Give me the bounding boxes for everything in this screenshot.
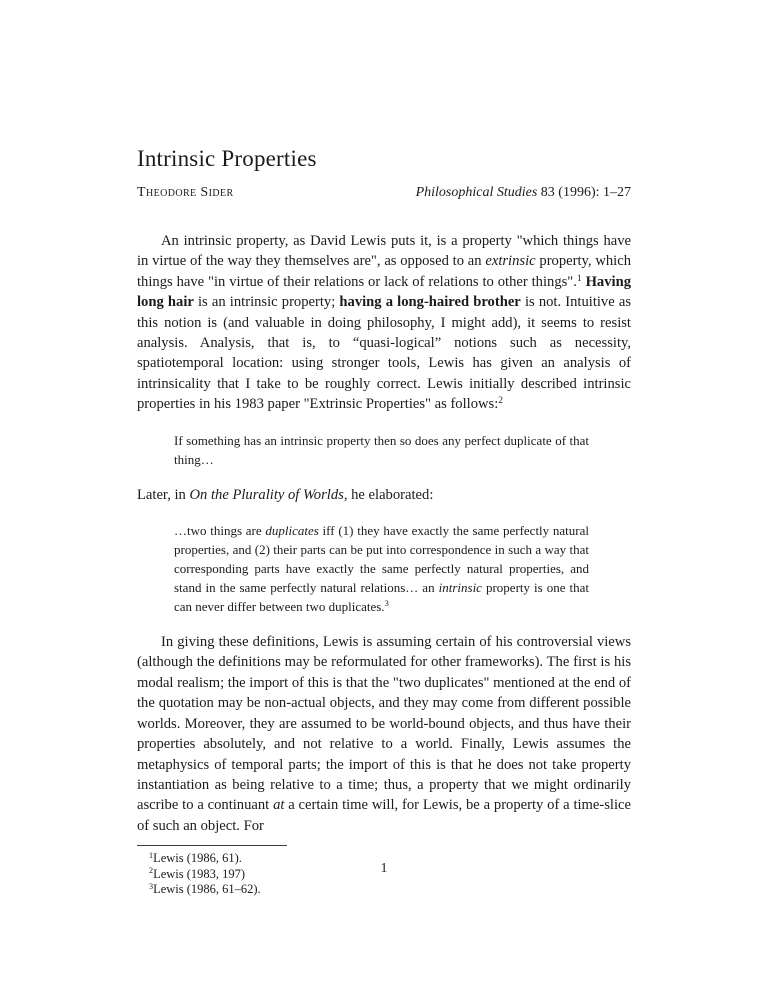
author-name: Theodore Sider	[137, 185, 234, 200]
footnote-number: 1	[149, 850, 154, 860]
byline	[137, 185, 631, 201]
text-run: property, which things have "in virtue of their relations or lack of relations to other things".	[137, 253, 631, 290]
article	[137, 146, 631, 898]
footnote-ref: 1	[576, 273, 582, 284]
italic-text: On the Plurality of Worlds	[189, 486, 344, 503]
text-run: is an intrinsic property;	[193, 294, 340, 311]
block-quote	[174, 521, 589, 616]
bold-text: Having long hair	[137, 273, 631, 311]
text-run: a certain time will, for Lewis, be a property of a time-slice of such an object. For	[137, 797, 631, 834]
footnote-text: Lewis (1986, 61–62).	[153, 882, 261, 897]
text-run: If something has an intrinsic property then so does any perfect duplicate of that thing…	[174, 432, 589, 467]
page-title: Intrinsic Properties	[137, 146, 317, 171]
page-number: 1	[380, 860, 388, 875]
block-quote	[174, 431, 589, 469]
footnote-text: Lewis (1983, 197)	[153, 866, 246, 881]
journal-name: Philosophical Studies	[415, 185, 538, 200]
text-run: An intrinsic property, as David Lewis puts it, is a property "which things have in virtue of the way they themselves are", as opposed to an	[137, 233, 631, 270]
italic-text: intrinsic	[438, 580, 482, 596]
text-run: , he elaborated:	[343, 486, 434, 503]
italic-text: duplicates	[265, 523, 319, 539]
footnote-ref: 2	[498, 396, 504, 407]
bold-text: having a long-haired brother	[339, 294, 521, 311]
footnote-number: 3	[149, 881, 154, 891]
italic-text: at	[273, 797, 285, 814]
body-paragraph	[137, 231, 631, 415]
text-run: In giving these definitions, Lewis is assuming certain of his controversial views (although the definitions may be reformulated for other frameworks). The first is his modal realism; the import of this is that the "two duplicates" mentioned at the end of the quotation may be non-actual objects, and they may come from different possible worlds. Moreover, they are assumed to be world-bound objects, and thus have their properties absolutely, and not relative to a world. Finally, Lewis assumes the metaphysics of temporal parts; the import of this is that he does not take property instantiation as being relative to a time; thus, a property that we might ordinarily ascribe to a continuant	[137, 634, 631, 814]
italic-text: extrinsic	[485, 253, 536, 270]
footnote-text: Lewis (1986, 61).	[153, 851, 242, 866]
footnotes-separator	[137, 845, 287, 846]
body-paragraph	[137, 485, 631, 505]
article-body	[137, 231, 631, 836]
footnote-number: 2	[149, 866, 154, 876]
text-run: property is one that can never differ between two duplicates.	[174, 580, 589, 615]
journal-citation-detail: 83 (1996): 1–27	[537, 185, 631, 200]
text-run: …two things are	[174, 523, 266, 539]
journal-reference	[416, 185, 631, 201]
footnote-ref: 3	[384, 598, 389, 609]
text-run: iff (1) they have exactly the same perfectly natural properties, and (2) their parts can be put into correspondence in such a way that corresponding parts have exactly the same perfectly natural properties, and stand in the same perfectly natural relations… an	[174, 523, 589, 596]
footnote	[137, 882, 631, 898]
text-run: Later, in	[137, 486, 190, 503]
body-paragraph	[137, 632, 631, 836]
text-run: is not. Intuitive as this notion is (and valuable in doing philosophy, I might add), it seems to resist analysis. Analysis, that is, to “quasi-logical” notions such as necessity, spatiotemporal location: using stronger tools, Lewis has given an analysis of intrinsicality that I take to be roughly correct. Lewis initially described intrinsic properties in his 1983 paper "Extrinsic Properties" as follows:	[137, 294, 632, 413]
